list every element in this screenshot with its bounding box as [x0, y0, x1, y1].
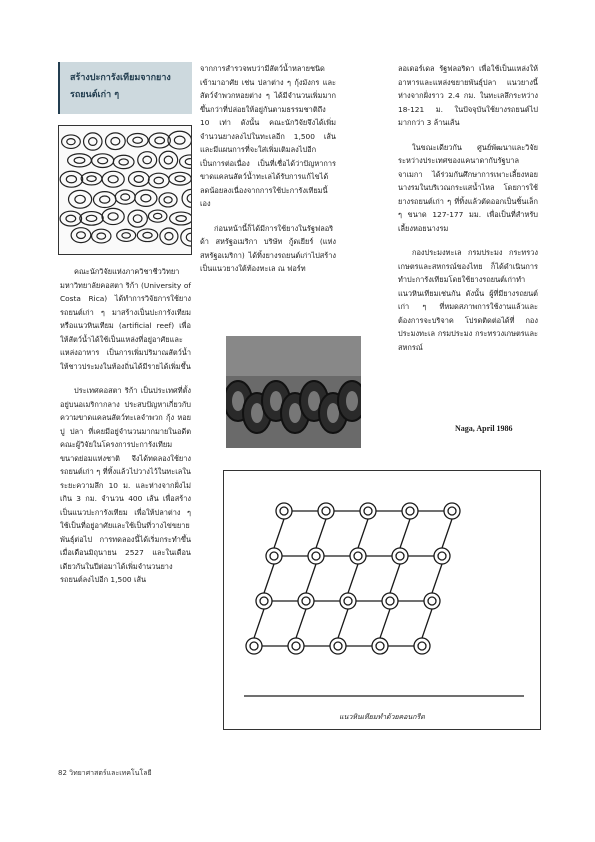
page-footer: 82 วิทยาศาสตร์และเทคโนโลยี [58, 769, 152, 777]
paragraph: ประเทศคอสตา ริก้า เป็นประเทศที่ตั้งอยู่บนอเมริกากลาง ประสบปัญหาเกี่ยวกับความขาดแคลนสัตว์ทะเลจำพวก กุ้ง หอย ปู ปลา ที่เคยมีอยู่จำนวนมากมายในอดีต คณะผู้วิจัยในโครงการปะการังเทียมขนาดย่อมแห่งชาติ จึงได้ทดลองใช้ยางรถยนต์เก่า ๆ ที่ทิ้งแล้วไปวางไว้ในทะเลในระยะความลึก 10 ม. และห่างจากฝั่งไม่เกิน 3 กม. จำนวน 400 เส้น เพื่อสร้างเป็นแนวปะการังเทียม เพื่อให้ปลาต่าง ๆ ใช้เป็นที่อยู่อาศัยและใช้เป็นที่วางไข่ขยายพันธุ์ต่อไป การทดลองนี้ได้เริ่มกระทำขึ้นเมื่อเดือนมิถุนายน 2527 และในเดือนเดียวกันในปีต่อมาได้เพิ่มจำนวนยางรถยนต์ลงไปอีก 1,500 เส้น [60, 386, 191, 584]
paragraph: จากการสำรวจพบว่ามีสัตว์น้ำหลายชนิดเข้ามาอาศัย เช่น ปลาต่าง ๆ กุ้งมังกร และสัตว์จำพวกหอยต่าง ๆ ได้มีจำนวนเพิ่มมากขึ้นกว่าที่ปล่อยให้อยู่กันตามธรรมชาติถึง 10 เท่า ดังนั้น คณะนักวิจัยจึงได้เพิ่มจำนวนยางลงไปในทะเลอีก 1,500 เส้น และมีแผนการที่จะใส่เพิ่มเติมลงไปอีกเป็นการต่อเนื่อง เป็นที่เชื่อได้ว่าปัญหาการขาดแคลนสัตว์น้ำทะเลได้รับการแก้ไขได้ ลดน้อยลงเนื่องจากการใช้ปะการังเทียมนี้เอง [200, 64, 336, 208]
paragraph: ก่อนหน้านี้ก็ได้มีการใช้ยางในรัฐฟลอริด้า สหรัฐอเมริกา บริษัท กู้ดเยียร์ (แห่งสหรัฐอเมริกา) ได้ทิ้งยางรถยนต์เก่าไปสร้างเป็นแนวยางใต้ท้องทะเล ณ ฟอร์ท [200, 223, 336, 273]
article-title-box [58, 62, 192, 114]
column-3 [398, 62, 538, 365]
concrete-reef-illustration [223, 470, 541, 730]
paragraph: ในขณะเดียวกัน ศูนย์พัฒนาและวิจัยระหว่างประเทศของแคนาดากับรัฐบาลจาเมกา ได้ร่วมกันศึกษาการเพาะเลี้ยงหอยนางรมในบริเวณกระแสน้ำไหล โดยการใช้ยางรถยนต์เก่า ๆ ที่ทิ้งแล้วตัดออกเป็นชิ้นเล็ก ๆ ขนาด 127-177 มม. เพื่อเป็นที่สำหรับเลี้ยงหอยนางรม [398, 142, 538, 233]
column-2 [200, 62, 336, 287]
tire-pile-illustration [58, 125, 192, 255]
column-1 [60, 265, 191, 598]
paragraph: กองประมงทะเล กรมประมง กระทรวงเกษตรและสหกรณ์ของไทย ก็ได้ดำเนินการทำปะการังเทียมโดยใช้ยางรถยนต์เก่าทำแนวหินเทียมเช่นกัน ดังนั้น ผู้ที่มียางรถยนต์เก่า ๆ ที่หมดสภาพการใช้งานแล้วและต้องการจะบริจาค โปรดติดต่อได้ที่ กองประมงทะเล กรมประมง กระทรวงเกษตรและสหกรณ์ [398, 248, 538, 352]
figure-caption: แนวหินเทียมทำด้วยคอนกรีต [339, 713, 425, 721]
underwater-tire-reef-photo [226, 336, 361, 448]
paragraph: ลอเดอร์เดล รัฐฟลอริดา เพื่อใช้เป็นแหล่งให้อาหารและแหล่งขยายพันธุ์ปลา แนวยางนี้ห่างจากฝั่งราว 2.4 กม. ในทะเลลึกระหว่าง 18-121 ม. ในปัจจุบันใช้ยางรถยนต์ไปมากกว่า 3 ล้านเส้น [398, 64, 538, 127]
source-citation: Naga, April 1986 [455, 424, 513, 433]
article-title: สร้างปะการังเทียมจากยางรถยนต์เก่า ๆ [70, 73, 171, 100]
paragraph: คณะนักวิจัยแห่งภาควิชาชีววิทยา มหาวิทยาลัยคอสตา ริก้า (University of Costa Rica) ได้ทำการวิจัยการใช้ยางรถยนต์เก่า ๆ มาสร้างเป็นปะการังเทียม หรือแนวหินเทียม (artificial reef) เพื่อให้สัตว์น้ำได้ใช้เป็นแหล่งที่อยู่อาศัยและแหล่งอาหาร เป็นการเพิ่มปริมาณสัตว์น้ำให้ชาวประมงในท้องถิ่นได้มีรายได้เพิ่มขึ้น [60, 267, 191, 371]
